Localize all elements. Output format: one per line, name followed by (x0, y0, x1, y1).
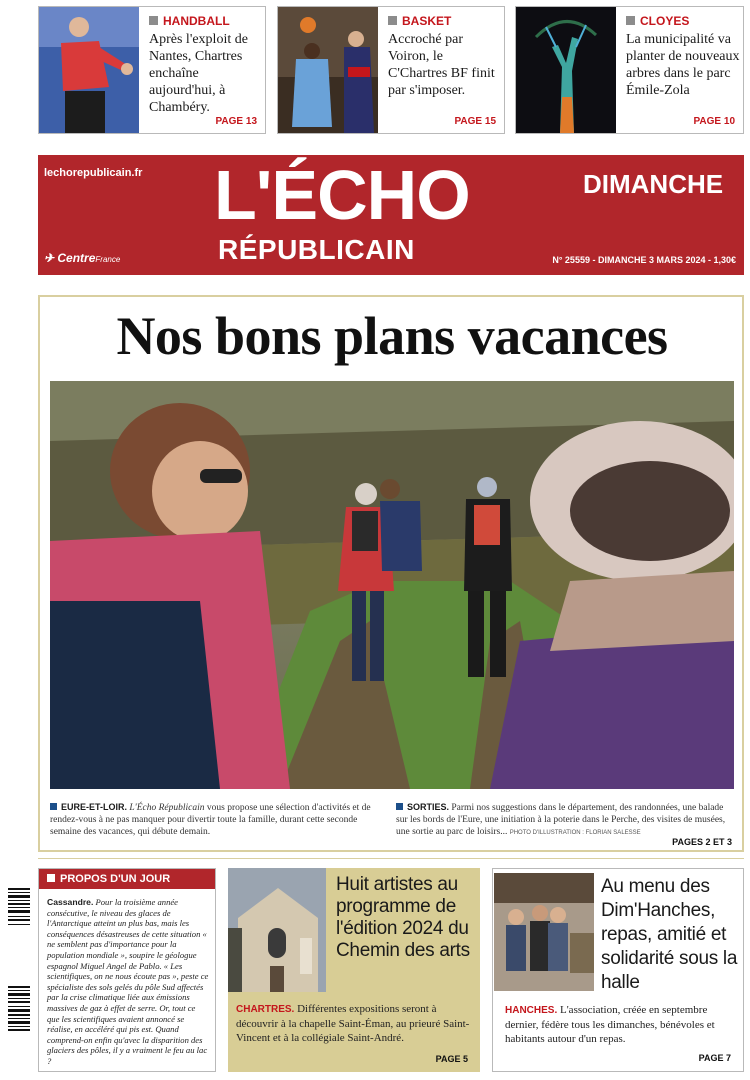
teaser-text: Après l'exploit de Nantes, Chartres enchaîne aujourd'hui, à Chambéry. (149, 32, 248, 115)
teaser-text: La municipalité va planter de nouveaux arbres dans le parc Émile-Zola (626, 32, 740, 98)
feature-pages: PAGES 2 ET 3 (672, 837, 732, 847)
main-feature[interactable] (38, 295, 744, 852)
handball-player-photo (39, 7, 139, 133)
centre-france-brand: ✈ CentreFrance (44, 251, 121, 265)
brand-icon: ✈ (44, 251, 58, 265)
edition-day: DIMANCHE (583, 169, 724, 199)
teaser-handball[interactable] (38, 6, 266, 134)
teaser-kicker: HANDBALL (149, 14, 230, 28)
teaser-page: PAGE 15 (454, 116, 496, 127)
teaser-page: PAGE 10 (693, 116, 735, 127)
chapel-photo (228, 868, 326, 992)
photo-credit: PHOTO D'ILLUSTRATION : FLORIAN SALESSE (509, 830, 641, 836)
article-page: PAGE 7 (698, 1053, 731, 1063)
illuminated-tree-photo (516, 7, 616, 133)
hikers-photo (50, 381, 734, 789)
site-url[interactable]: lechorepublicain.fr (44, 167, 143, 179)
article-title: Au menu des Dim'Hanches, repas, amitié et solidarité sous la halle (601, 876, 738, 993)
teaser-text: Accroché par Voiron, le C'Chartres BF finit par s'imposer. (388, 32, 495, 98)
caption-square-icon (50, 803, 57, 810)
logo-title: L'ÉCHO (214, 156, 470, 234)
divider (38, 858, 744, 859)
caption-left: EURE-ET-LOIR. L'Écho Républicain vous propose une sélection d'activités et de rendez-vous à ne pas manquer pour divertir toute la famille, durant cette seconde semaine des vacances, qui débute demain. (50, 802, 371, 837)
article-text: HANCHES. L'association, créée en septembre dernier, fédère tous les dimanches, bénévoles et habitants autour d'un repas. (505, 1004, 715, 1045)
article-page: PAGE 5 (435, 1054, 468, 1064)
propos-header: PROPOS D'UN JOUR (39, 869, 215, 889)
teaser-kicker: CLOYES (626, 14, 689, 28)
issue-info: N° 25559 - DIMANCHE 3 MARS 2024 - 1,30€ (552, 255, 736, 265)
article-text: CHARTRES. Différentes expositions seront à découvrir à la chapelle Saint-Éman, au prieuré Saint-Vincent et à la collégiale Saint-André. (236, 1003, 470, 1044)
basketball-players-photo (278, 7, 378, 133)
article-hanches[interactable] (492, 868, 744, 1072)
teaser-page: PAGE 13 (215, 116, 257, 127)
main-headline: Nos bons plans vacances (116, 306, 668, 366)
barcode (8, 886, 34, 1072)
article-chartres[interactable] (228, 868, 480, 1072)
teaser-kicker: BASKET (388, 14, 451, 28)
propos-body: Cassandre. Pour la troisième année consécutive, le niveau des glaces de l'Antarctique atteint un plus bas, mais les conséquences désastreuses de cette situation « ne semblent pas d'importance pour la population mondiale », soupire le géologue espagnol Miguel Angel de Pablo. « Les scientifiques, on ne nous écoute pas », peste ce spécialiste des sols gelés du pôle Sud affectés par la crise climatique liée aux émissions massives de gaz à effet de serre. Or, tout ce que les scientifiques avaient annoncé se réalise, en accéléré qui pis est. Quand comprend-on enfin qu'avec la disparition des glaciers des pôles, il y a vraiment le feu au lac ? (47, 897, 209, 1066)
logo-subtitle: RÉPUBLICAIN (218, 234, 415, 265)
volunteers-photo (494, 873, 594, 991)
propos-du-jour[interactable] (38, 868, 216, 1072)
caption-square-icon (396, 803, 403, 810)
teaser-cloyes[interactable] (515, 6, 744, 134)
caption-right: SORTIES. Parmi nos suggestions dans le département, des randonnées, une balade sur les bords de l'Eure, une initiation à la poterie dans le Perche, des visites de musées, une sortie au parc de loisirs... PHOTO D'ILLUSTRATION : FLORIAN SALESSE (396, 802, 726, 837)
article-title: Huit artistes au programme de l'édition 2024 du Chemin des arts (336, 874, 470, 961)
masthead (38, 155, 744, 275)
teaser-basket[interactable] (277, 6, 505, 134)
